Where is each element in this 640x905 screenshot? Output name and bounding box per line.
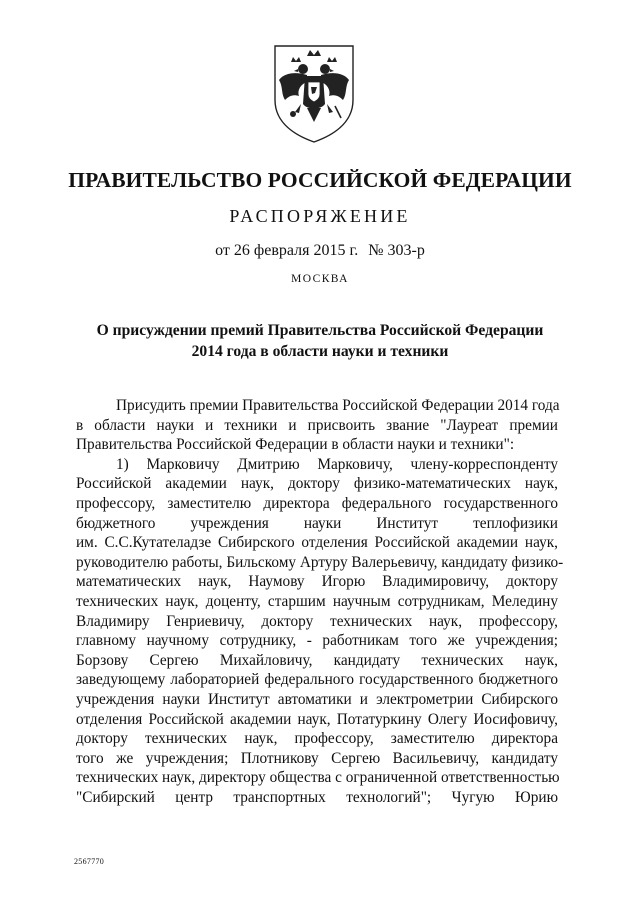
body-line: Российской академии наук, доктору физико-математических наук,	[76, 475, 558, 493]
document-type: РАСПОРЯЖЕНИЕ	[229, 206, 411, 226]
document-city: МОСКВА	[291, 273, 349, 285]
body-line: математических наук, Наумову Игорю Владимировичу, доктору	[76, 573, 558, 591]
body-line: доктору технических наук, профессору, заместителю директора	[76, 730, 558, 748]
document-body	[76, 396, 564, 807]
body-line: Присудить премии Правительства Российской Федерации 2014 года	[116, 397, 560, 414]
russian-coat-of-arms-icon	[271, 42, 357, 144]
body-line: главному научному сотруднику, - работникам того же учреждения;	[76, 632, 558, 650]
body-line: Владимиру Генриевичу, доктору технических наук, профессору,	[76, 612, 558, 630]
body-line: Борзову Сергею Михайловичу, кандидату технических наук,	[76, 651, 558, 669]
body-line: технических наук, директору общества с ограниченной ответственностью	[76, 769, 560, 787]
body-line: "Сибирский центр транспортных технологий"; Чугую Юрию	[76, 788, 558, 806]
document-date: от 26 февраля 2015 г.	[215, 242, 359, 259]
body-line: того же учреждения; Плотникову Сергею Васильевичу, кандидату	[76, 749, 558, 767]
body-line: им. С.С.Кутателадзе Сибирского отделения Российской академии наук,	[76, 534, 558, 552]
body-line: в области науки и техники и присвоить звание "Лауреат премии	[76, 416, 558, 434]
body-line: учреждения науки Институт автоматики и электрометрии Сибирского	[76, 690, 558, 708]
body-line: заведующему лабораторией федерального государственного бюджетного	[76, 671, 558, 689]
body-line: 1) Марковичу Дмитрию Марковичу, члену-корреспонденту	[116, 455, 558, 473]
body-line: отделения Российской академии наук, Потатуркину Олегу Иосифовичу,	[76, 710, 558, 728]
subject-line: 2014 года в области науки и техники	[191, 343, 449, 360]
document-barcode-number: 2567770	[74, 857, 105, 866]
document-number: № 303-р	[368, 242, 425, 259]
body-line: бюджетного учреждения науки Институт теплофизики	[76, 514, 558, 532]
body-line: руководителю работы, Бильскому Артуру Валерьевичу, кандидату физико-	[76, 553, 564, 571]
document-subject	[0, 320, 640, 362]
government-title: ПРАВИТЕЛЬСТВО РОССИЙСКОЙ ФЕДЕРАЦИИ	[68, 168, 572, 192]
subject-line: О присуждении премий Правительства Российской Федерации	[96, 322, 544, 339]
body-line: профессору, заместителю директора федерального государственного	[76, 494, 558, 512]
document-date-number	[0, 242, 640, 260]
body-line: технических наук, доценту, старшим научным сотрудникам, Меледину	[76, 592, 558, 610]
body-line: Правительства Российской Федерации в области науки и техники":	[76, 436, 515, 454]
